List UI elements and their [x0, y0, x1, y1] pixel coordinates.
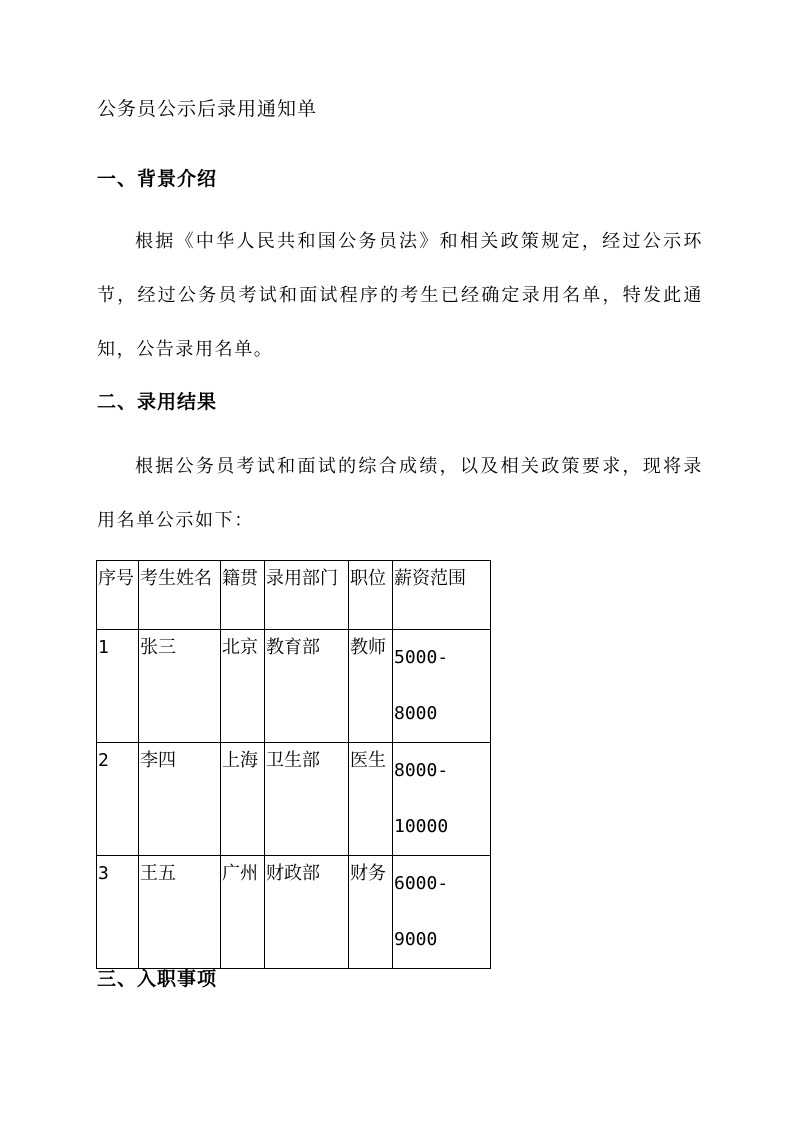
- cell-no: 2: [97, 743, 139, 856]
- cell-position: 财务: [349, 856, 393, 969]
- header-cell-name: 考生姓名: [139, 561, 221, 630]
- cell-salary: [393, 856, 491, 969]
- cell-origin: 广州: [221, 856, 265, 969]
- admission-table: [96, 560, 491, 969]
- salary-start: 8000-: [394, 760, 449, 781]
- table-row: [97, 856, 491, 969]
- header-cell-no: 序号: [97, 561, 139, 630]
- salary-start: 5000-: [394, 647, 449, 668]
- cell-position: 医生: [349, 743, 393, 856]
- cell-name: 张三: [139, 630, 221, 743]
- salary-end: 10000: [394, 816, 449, 837]
- results-paragraph: 根据公务员考试和面试的综合成绩，以及相关政策要求，现将录用名单公示如下：: [97, 456, 703, 531]
- cell-salary: [393, 743, 491, 856]
- salary-end: 8000: [394, 703, 438, 724]
- header-cell-origin: 籍贯: [221, 561, 265, 630]
- document-title: 公务员公示后录用通知单: [97, 98, 318, 120]
- section-heading-results: 二、录用结果: [97, 391, 218, 413]
- cell-name: 李四: [139, 743, 221, 856]
- cell-dept: 教育部: [265, 630, 349, 743]
- background-paragraph: 根据《中华人民共和国公务员法》和相关政策规定，经过公示环节，经过公务员考试和面试程序的考生已经确定录用名单，特发此通知，公告录用名单。: [97, 231, 703, 360]
- cell-salary: [393, 630, 491, 743]
- table-row: [97, 630, 491, 743]
- section-heading-onboarding: 三、入职事项: [97, 968, 218, 990]
- section-heading-background: 一、背景介绍: [97, 168, 218, 190]
- header-cell-dept: 录用部门: [265, 561, 349, 630]
- salary-end: 9000: [394, 929, 438, 950]
- cell-origin: 北京: [221, 630, 265, 743]
- cell-name: 王五: [139, 856, 221, 969]
- cell-no: 1: [97, 630, 139, 743]
- header-cell-position: 职位: [349, 561, 393, 630]
- cell-position: 教师: [349, 630, 393, 743]
- cell-no: 3: [97, 856, 139, 969]
- cell-origin: 上海: [221, 743, 265, 856]
- header-cell-salary: 薪资范围: [393, 561, 491, 630]
- salary-start: 6000-: [394, 873, 449, 894]
- table-row: [97, 743, 491, 856]
- cell-dept: 财政部: [265, 856, 349, 969]
- cell-dept: 卫生部: [265, 743, 349, 856]
- table-header-row: [97, 561, 491, 630]
